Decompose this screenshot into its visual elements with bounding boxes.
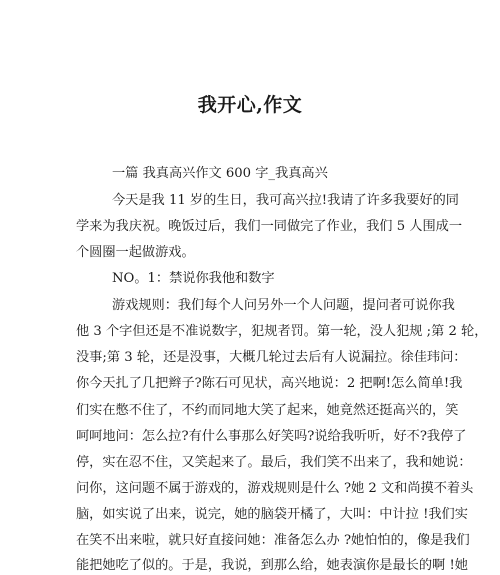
paragraph-line: 学来为我庆祝。晚饭过后，我们一同做完了作业，我们 5 人围成一 (76, 219, 463, 234)
paragraph-line: 没事;第 3 轮，还是没事，大概几轮过去后有人说漏拉。徐佳玮问： (76, 350, 467, 365)
paragraph-line: 你今天扎了几把辫子?陈石可见状，高兴地说：2 把啊!怎么简单!我 (76, 376, 463, 391)
paragraph-line: 脑，如实说了出来，说完，她的脑袋开橘了，大叫：中计拉 !我们实 (76, 507, 468, 522)
paragraph-line: 今天是我 11 岁的生日，我可高兴拉!我请了许多我要好的同 (112, 193, 459, 208)
paragraph-line: 他 3 个字但还是不准说数字，犯规者罚。第一轮，没人犯规 ;第 2 轮， (76, 324, 488, 339)
paragraph-line: 个圆圈一起做游戏。 (76, 245, 195, 260)
section-heading: NO。1：禁说你我他和数字 (112, 271, 275, 286)
subtitle-line: 一篇 我真高兴作文 600 字_我真高兴 (112, 166, 328, 181)
paragraph-line: 游戏规则：我们每个人问另外一个人问题，提问者可说你我 (112, 298, 455, 313)
paragraph-line: 们实在憋不住了，不约而同地大笑了起来，她竟然还挺高兴的，笑 (76, 403, 459, 418)
paragraph-line: 问你，这问题不属于游戏的，游戏规则是什么 ?她 2 文和尚摸不着头 (76, 481, 474, 496)
document-title: 我开心,作文 (197, 94, 303, 116)
paragraph-line: 能把她吃了似的。于是，我说，到那么给，她表演你是最长的啊 !她 (76, 558, 468, 573)
paragraph-line: 呵呵地问：怎么拉?有什么事那么好笑吗?说给我听听，好不?我停了 (76, 429, 467, 444)
paragraph-line: 停，实在忍不住，又笑起来了。最后，我们笑不出来了，我和她说： (76, 455, 472, 470)
paragraph-line: 在笑不出来啦，就只好直接问她：准备怎么办 ?她怕怕的，像是我们 (76, 533, 470, 548)
